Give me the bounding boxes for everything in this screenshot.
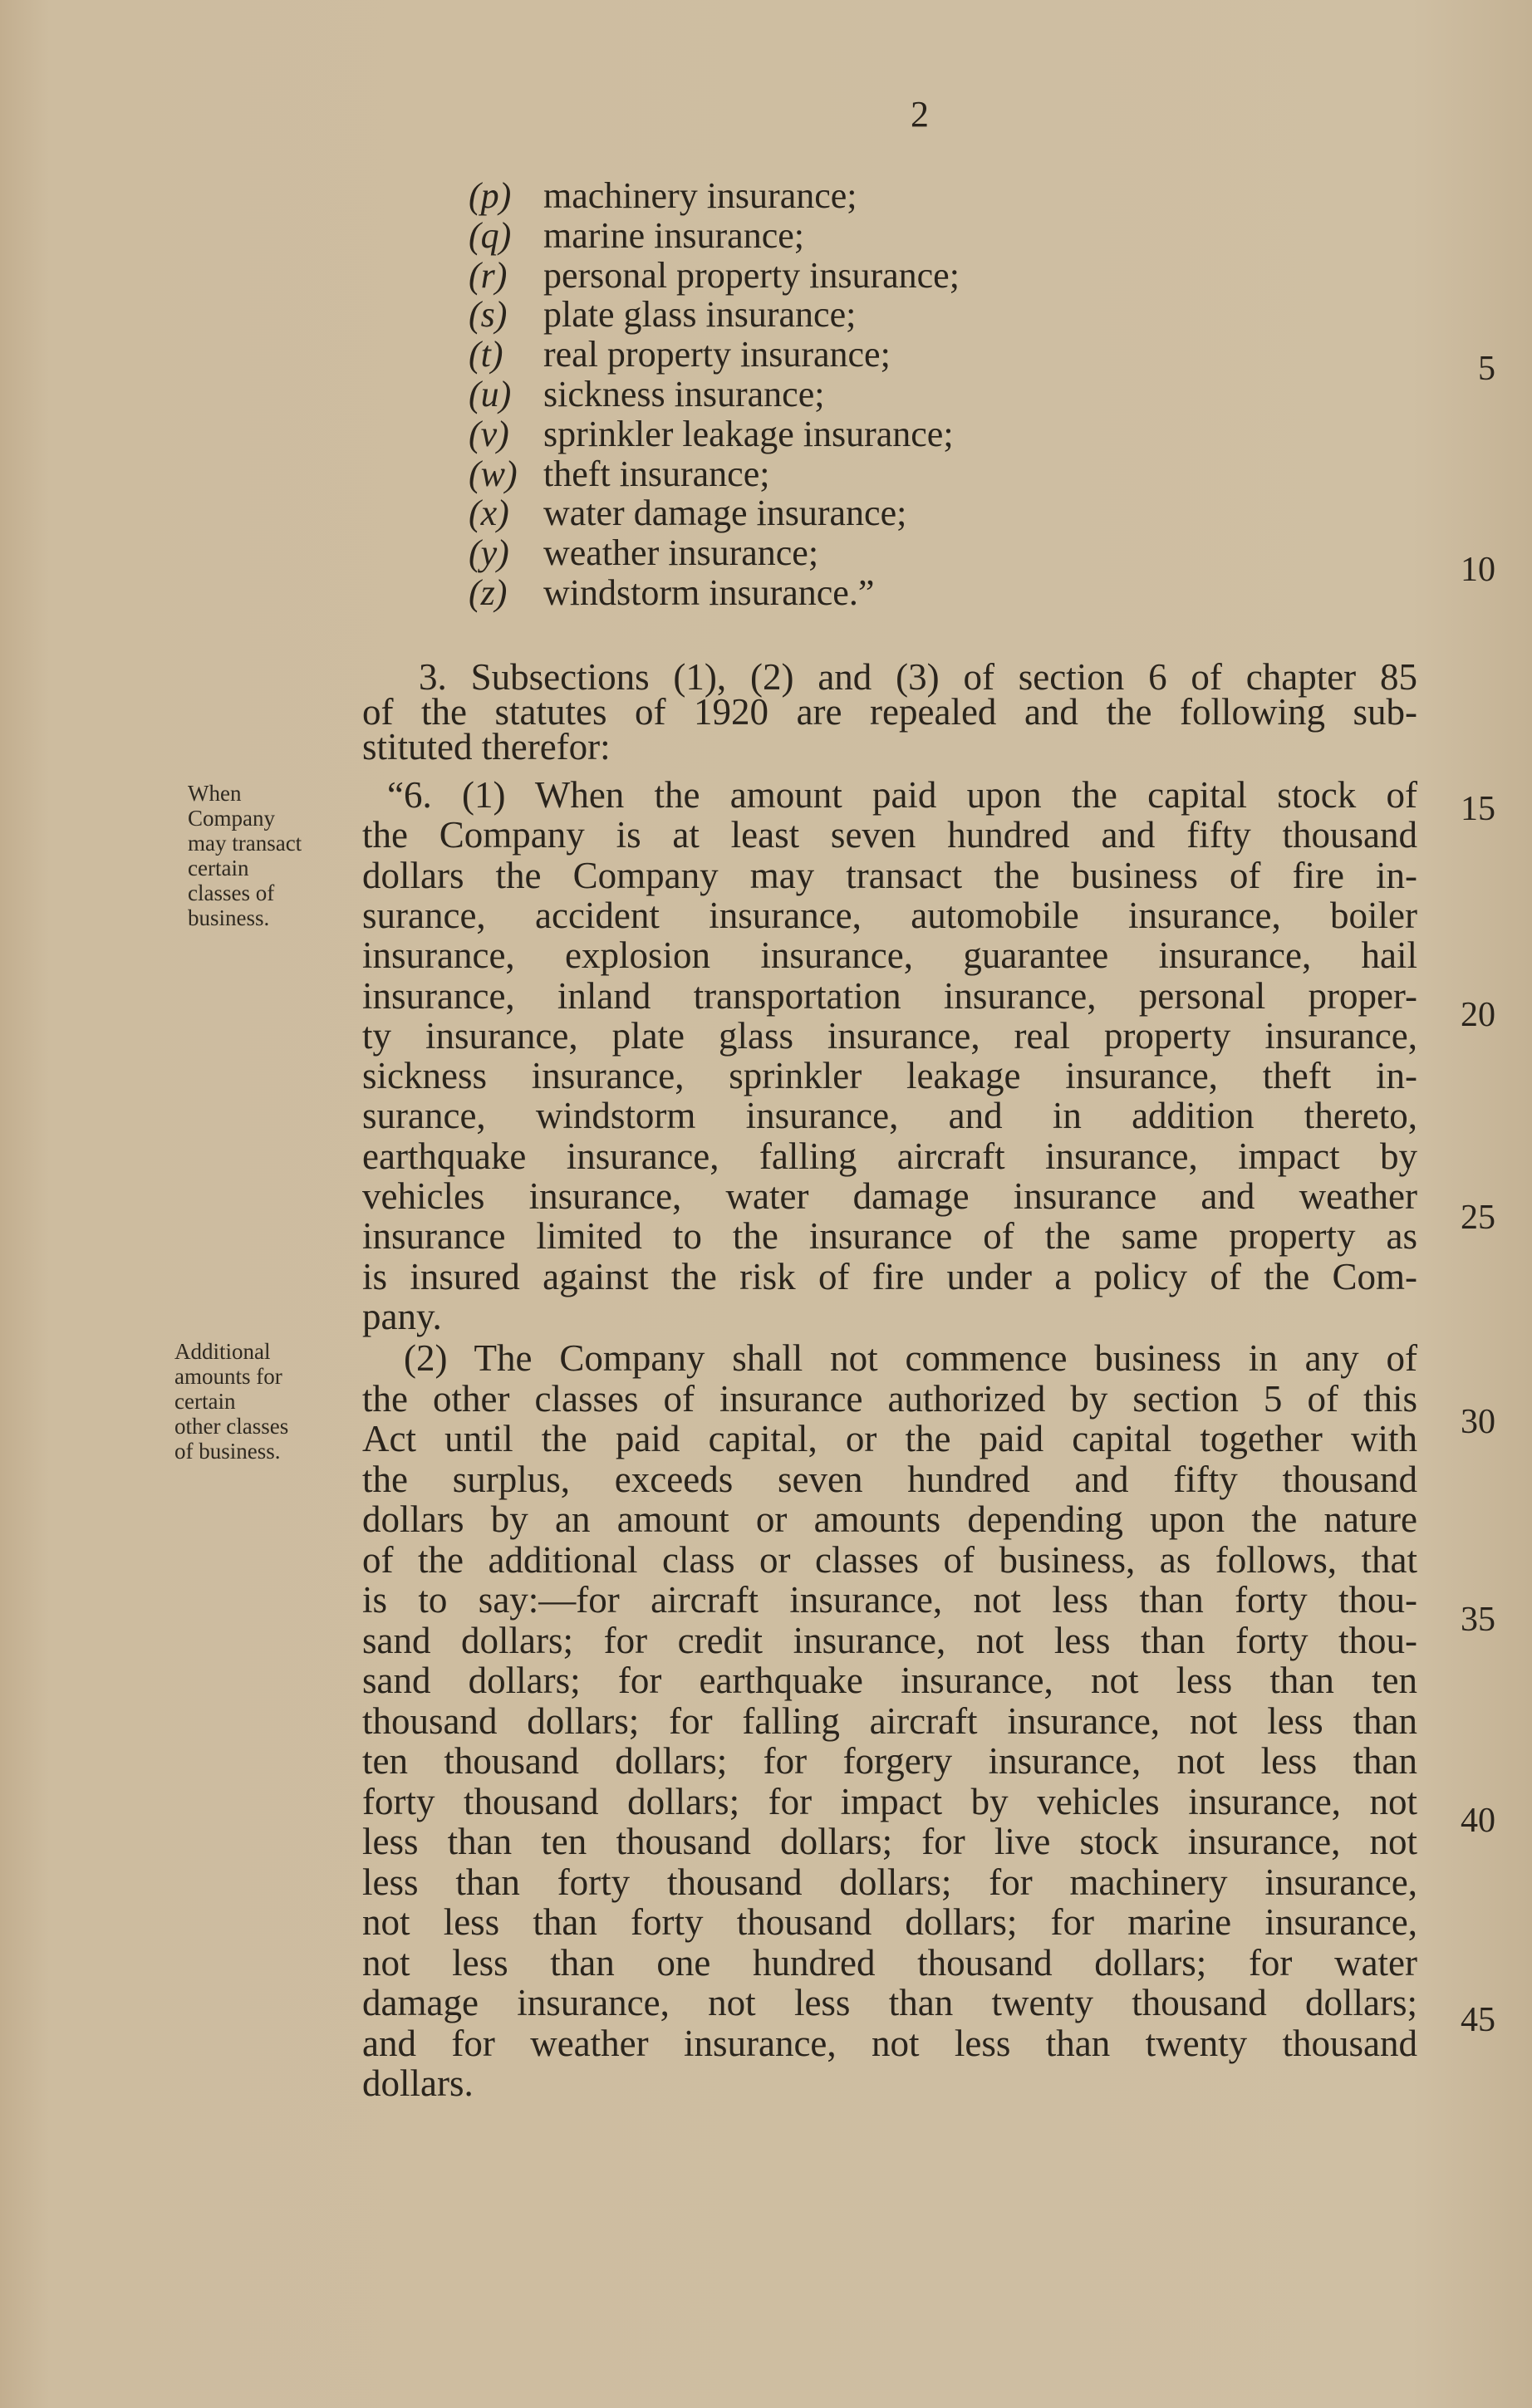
list-item-text: personal property insurance; xyxy=(543,254,960,296)
line-number: 5 xyxy=(1478,350,1495,388)
subsection-1-line: the Company is at least seven hundred and fifty thousand xyxy=(362,814,1417,856)
subsection-1-line: surance, accident insurance, automobile insurance, boiler xyxy=(362,894,1417,936)
subsection-1-line: is insured against the risk of fire under a policy of the Com- xyxy=(362,1255,1417,1297)
line-number: 15 xyxy=(1461,790,1495,828)
subsection-2-line: Act until the paid capital, or the paid capital together with xyxy=(362,1418,1417,1459)
list-item-text: machinery insurance; xyxy=(543,175,857,216)
list-item-letter: (q) xyxy=(469,214,512,256)
subsection-2-line: the other classes of insurance authorized by section 5 of this xyxy=(362,1377,1417,1420)
list-item-text: weather insurance; xyxy=(543,532,819,574)
list-item-letter: (y) xyxy=(469,532,509,574)
list-item-letter: (z) xyxy=(469,572,508,613)
subsection-2-line: and for weather insurance, not less than twenty thousand xyxy=(362,2022,1417,2064)
subsection-1-line: vehicles insurance, water damage insurance and weather xyxy=(362,1175,1417,1217)
subsection-1-line: sickness insurance, sprinkler leakage insurance, theft in- xyxy=(362,1055,1417,1097)
margin-note-when-company-may-transact: When Company may transact certain classes of business. xyxy=(188,781,302,930)
subsection-1-line: “6. (1) When the amount paid upon the capital stock of xyxy=(387,774,1417,816)
list-item xyxy=(469,176,857,216)
list-item xyxy=(469,335,891,375)
subsection-2-line: dollars by an amount or amounts depending upon the nature xyxy=(362,1498,1417,1540)
list-item-letter: (v) xyxy=(469,413,509,454)
subsection-1-line: insurance, explosion insurance, guarantee insurance, hail xyxy=(362,934,1417,977)
list-item-text: real property insurance; xyxy=(543,334,891,375)
subsection-1-line: insurance limited to the insurance of the same property as xyxy=(362,1215,1417,1258)
subsection-2-line: forty thousand dollars; for impact by vehicles insurance, not xyxy=(362,1780,1417,1822)
line-number: 20 xyxy=(1461,996,1495,1034)
list-item xyxy=(469,256,960,296)
list-item-text: theft insurance; xyxy=(543,453,770,494)
page-number: 2 xyxy=(911,94,929,135)
list-item xyxy=(469,295,856,335)
subsection-2-line: not less than one hundred thousand dollars; for water xyxy=(362,1941,1417,1984)
list-item xyxy=(469,216,804,256)
line-number: 45 xyxy=(1461,2001,1495,2039)
subsection-2-line: thousand dollars; for falling aircraft insurance, not less than xyxy=(362,1699,1417,1742)
list-item-letter: (t) xyxy=(469,334,503,375)
list-item xyxy=(469,533,818,573)
list-item-text: marine insurance; xyxy=(543,214,804,256)
list-item-letter: (p) xyxy=(469,175,512,216)
list-item xyxy=(469,375,824,414)
subsection-2-line: sand dollars; for earthquake insurance, not less than ten xyxy=(362,1660,1417,1701)
list-item-letter: (s) xyxy=(469,294,508,336)
subsection-2-line: less than forty thousand dollars; for machinery insurance, xyxy=(362,1861,1417,1903)
subsection-1-line: earthquake insurance, falling aircraft insurance, impact by xyxy=(362,1135,1417,1177)
list-item xyxy=(469,414,954,454)
subsection-1-line: dollars the Company may transact the business of fire in- xyxy=(362,854,1417,896)
subsection-1-line: insurance, inland transportation insurance, personal proper- xyxy=(362,974,1417,1017)
subsection-2-line: not less than forty thousand dollars; for marine insurance, xyxy=(362,1901,1417,1943)
line-number: 40 xyxy=(1461,1802,1495,1840)
list-item-letter: (x) xyxy=(469,493,509,534)
subsection-2-line: sand dollars; for credit insurance, not less than forty thou- xyxy=(362,1619,1417,1661)
subsection-2-line: the surplus, exceeds seven hundred and fifty thousand xyxy=(362,1458,1417,1500)
subsection-1-line: surance, windstorm insurance, and in addition thereto, xyxy=(362,1095,1417,1137)
subsection-2-line: is to say:—for aircraft insurance, not less than forty thou- xyxy=(362,1579,1417,1621)
line-number: 35 xyxy=(1461,1601,1495,1639)
list-item-text: plate glass insurance; xyxy=(543,294,857,336)
list-item-text: sickness insurance; xyxy=(543,374,825,414)
subsection-2-line: dollars. xyxy=(362,2062,474,2104)
line-number: 30 xyxy=(1461,1403,1495,1441)
subsection-2-line: damage insurance, not less than twenty thousand dollars; xyxy=(362,1982,1417,2023)
line-number: 25 xyxy=(1461,1199,1495,1237)
list-item xyxy=(469,454,769,494)
section-3-line: stituted therefor: xyxy=(362,726,611,768)
list-item-letter: (u) xyxy=(469,374,512,414)
section-3-line: 3. Subsections (1), (2) and (3) of section 6 of chapter 85 xyxy=(419,656,1417,698)
subsection-1-line: pany. xyxy=(362,1295,442,1337)
list-item-text: sprinkler leakage insurance; xyxy=(543,413,954,454)
subsection-2-line: less than ten thousand dollars; for live stock insurance, not xyxy=(362,1821,1417,1862)
subsection-2-line: of the additional class or classes of business, as follows, that xyxy=(362,1538,1417,1581)
line-number: 10 xyxy=(1461,551,1495,589)
list-item-letter: (r) xyxy=(469,254,508,296)
subsection-1-line: ty insurance, plate glass insurance, real property insurance, xyxy=(362,1014,1417,1057)
list-item-text: windstorm insurance.” xyxy=(543,572,875,613)
list-item-text: water damage insurance; xyxy=(543,493,907,534)
section-3-line: of the statutes of 1920 are repealed and the following sub- xyxy=(362,691,1417,733)
list-item xyxy=(469,573,874,613)
list-item-letter: (w) xyxy=(469,453,518,494)
subsection-2-line: ten thousand dollars; for forgery insurance, not less than xyxy=(362,1740,1417,1782)
subsection-2-line: (2) The Company shall not commence business in any of xyxy=(404,1337,1417,1379)
margin-note-additional-amounts: Additional amounts for certain other classes of business. xyxy=(174,1339,289,1464)
list-item xyxy=(469,493,906,533)
